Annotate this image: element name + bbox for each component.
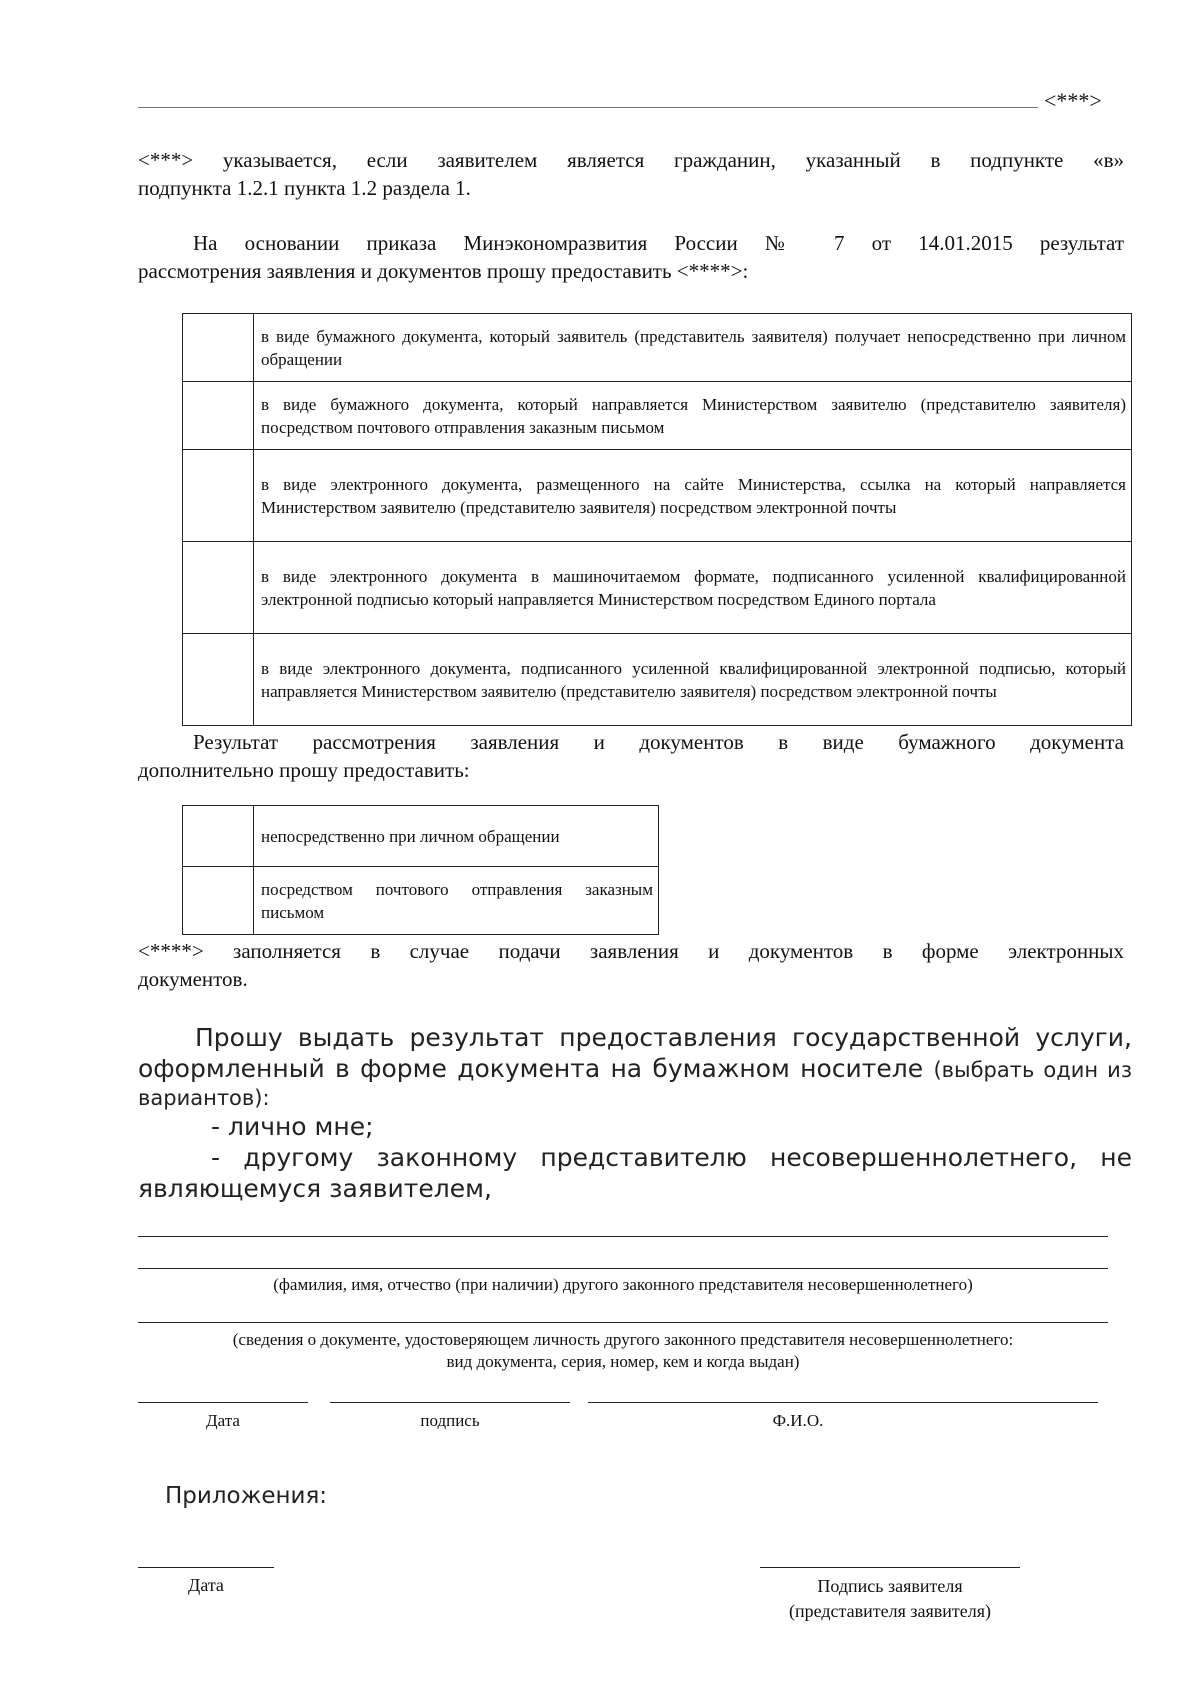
fio-field[interactable] <box>588 1402 1098 1403</box>
option-row <box>183 542 1132 634</box>
basis-paragraph <box>138 229 1124 285</box>
option-checkbox[interactable] <box>183 542 254 634</box>
note-2-line-1: <****> заполняется в случае подачи заявления и документов в форме электронных <box>138 939 1124 963</box>
signature-caption: подпись <box>420 1411 480 1430</box>
option-text: посредством почтового отправления заказным письмом <box>254 867 659 935</box>
applicant-signature-caption-line-2: (представителя заявителя) <box>789 1601 991 1621</box>
option-checkbox[interactable] <box>183 314 254 382</box>
option-checkbox[interactable] <box>183 867 254 935</box>
basis-line-2: рассмотрения заявления и документов прошу предоставить <****>: <box>138 259 749 283</box>
request-option-personal: - лично мне; <box>211 1112 374 1141</box>
applicant-signature-caption-line-1: Подпись заявителя <box>817 1576 963 1596</box>
rep-name-field[interactable] <box>138 1268 1108 1269</box>
result-format-options-table <box>182 313 1132 726</box>
rep-name-caption: (фамилия, имя, отчество (при наличии) другого законного представителя несовершеннолетнего) <box>273 1275 973 1294</box>
option-row <box>183 806 659 867</box>
paper-delivery-options-table <box>182 805 659 935</box>
option-row <box>183 634 1132 726</box>
header-rule <box>138 107 1038 108</box>
request-block <box>138 1022 1132 1204</box>
rep-id-doc-field[interactable] <box>138 1322 1108 1323</box>
option-checkbox[interactable] <box>183 634 254 726</box>
paper-result-line-2: дополнительно прошу предоставить: <box>138 758 470 782</box>
attachments-title: Приложения: <box>165 1483 328 1509</box>
request-line-2-hint: (выбрать один из <box>933 1058 1132 1082</box>
paper-result-line-1: Результат рассмотрения заявления и документов в виде бумажного документа <box>193 730 1124 754</box>
footer-date-caption: Дата <box>188 1575 224 1595</box>
applicant-signature-field[interactable] <box>760 1567 1020 1568</box>
request-line-3: вариантов): <box>138 1086 270 1110</box>
request-line-1: Прошу выдать результат предоставления государственной услуги, <box>195 1023 1132 1052</box>
option-checkbox[interactable] <box>183 450 254 542</box>
fio-caption: Ф.И.О. <box>772 1411 824 1430</box>
option-text: в виде бумажного документа, который заявитель (представитель заявителя) получает непосредственно при личном обращении <box>254 314 1132 382</box>
option-row <box>183 867 659 935</box>
note-2-line-2: документов. <box>138 967 248 991</box>
footnote-marker: <***> <box>1044 88 1102 113</box>
footer-date-field[interactable] <box>138 1567 274 1568</box>
date-caption: Дата <box>206 1411 240 1430</box>
option-text: в виде бумажного документа, который направляется Министерством заявителю (представителю заявителя) посредством почтового отправления заказным письмом <box>254 382 1132 450</box>
note-1-line-2: подпункта 1.2.1 пункта 1.2 раздела 1. <box>138 176 471 200</box>
rep-id-doc-caption <box>138 1329 1108 1373</box>
option-row <box>183 382 1132 450</box>
option-row <box>183 450 1132 542</box>
option-text: непосредственно при личном обращении <box>254 806 659 867</box>
option-text: в виде электронного документа, подписанного усиленной квалифицированной электронной подписью, который направляется Министерством заявителю (представителю заявителя) посредством электронной почты <box>254 634 1132 726</box>
date-field[interactable] <box>138 1402 308 1403</box>
option-checkbox[interactable] <box>183 382 254 450</box>
signature-field[interactable] <box>330 1402 570 1403</box>
paper-result-paragraph <box>138 728 1124 784</box>
request-option-representative: - другому законному представителю несовершеннолетнего, не <box>211 1143 1132 1172</box>
rep-id-doc-caption-line-1: (сведения о документе, удостоверяющем личность другого законного представителя несовершеннолетнего: <box>232 1330 1014 1349</box>
applicant-signature-caption <box>740 1574 1040 1624</box>
rep-fill-line-1[interactable] <box>138 1236 1108 1237</box>
note-1-line-1: <***> указывается, если заявителем является гражданин, указанный в подпункте «в» <box>138 148 1124 172</box>
request-line-2-main: оформленный в форме документа на бумажном носителе <box>138 1054 924 1083</box>
rep-id-doc-caption-line-2: вид документа, серия, номер, кем и когда выдан) <box>446 1352 800 1371</box>
request-option-representative-cont: являющемуся заявителем, <box>138 1174 492 1203</box>
basis-line-1: На основании приказа Минэкономразвития России № 7 от 14.01.2015 результат <box>193 231 1124 255</box>
option-checkbox[interactable] <box>183 806 254 867</box>
footnote-note-1 <box>138 146 1124 202</box>
request-line-2 <box>138 1053 1132 1086</box>
option-row <box>183 314 1132 382</box>
option-text: в виде электронного документа в машиночитаемом формате, подписанного усиленной квалифицированной электронной подписью который направляется Министерством посредством Единого портала <box>254 542 1132 634</box>
footnote-note-2 <box>138 937 1124 993</box>
option-text: в виде электронного документа, размещенного на сайте Министерства, ссылка на который направляется Министерством заявителю (представителю заявителя) посредством электронной почты <box>254 450 1132 542</box>
